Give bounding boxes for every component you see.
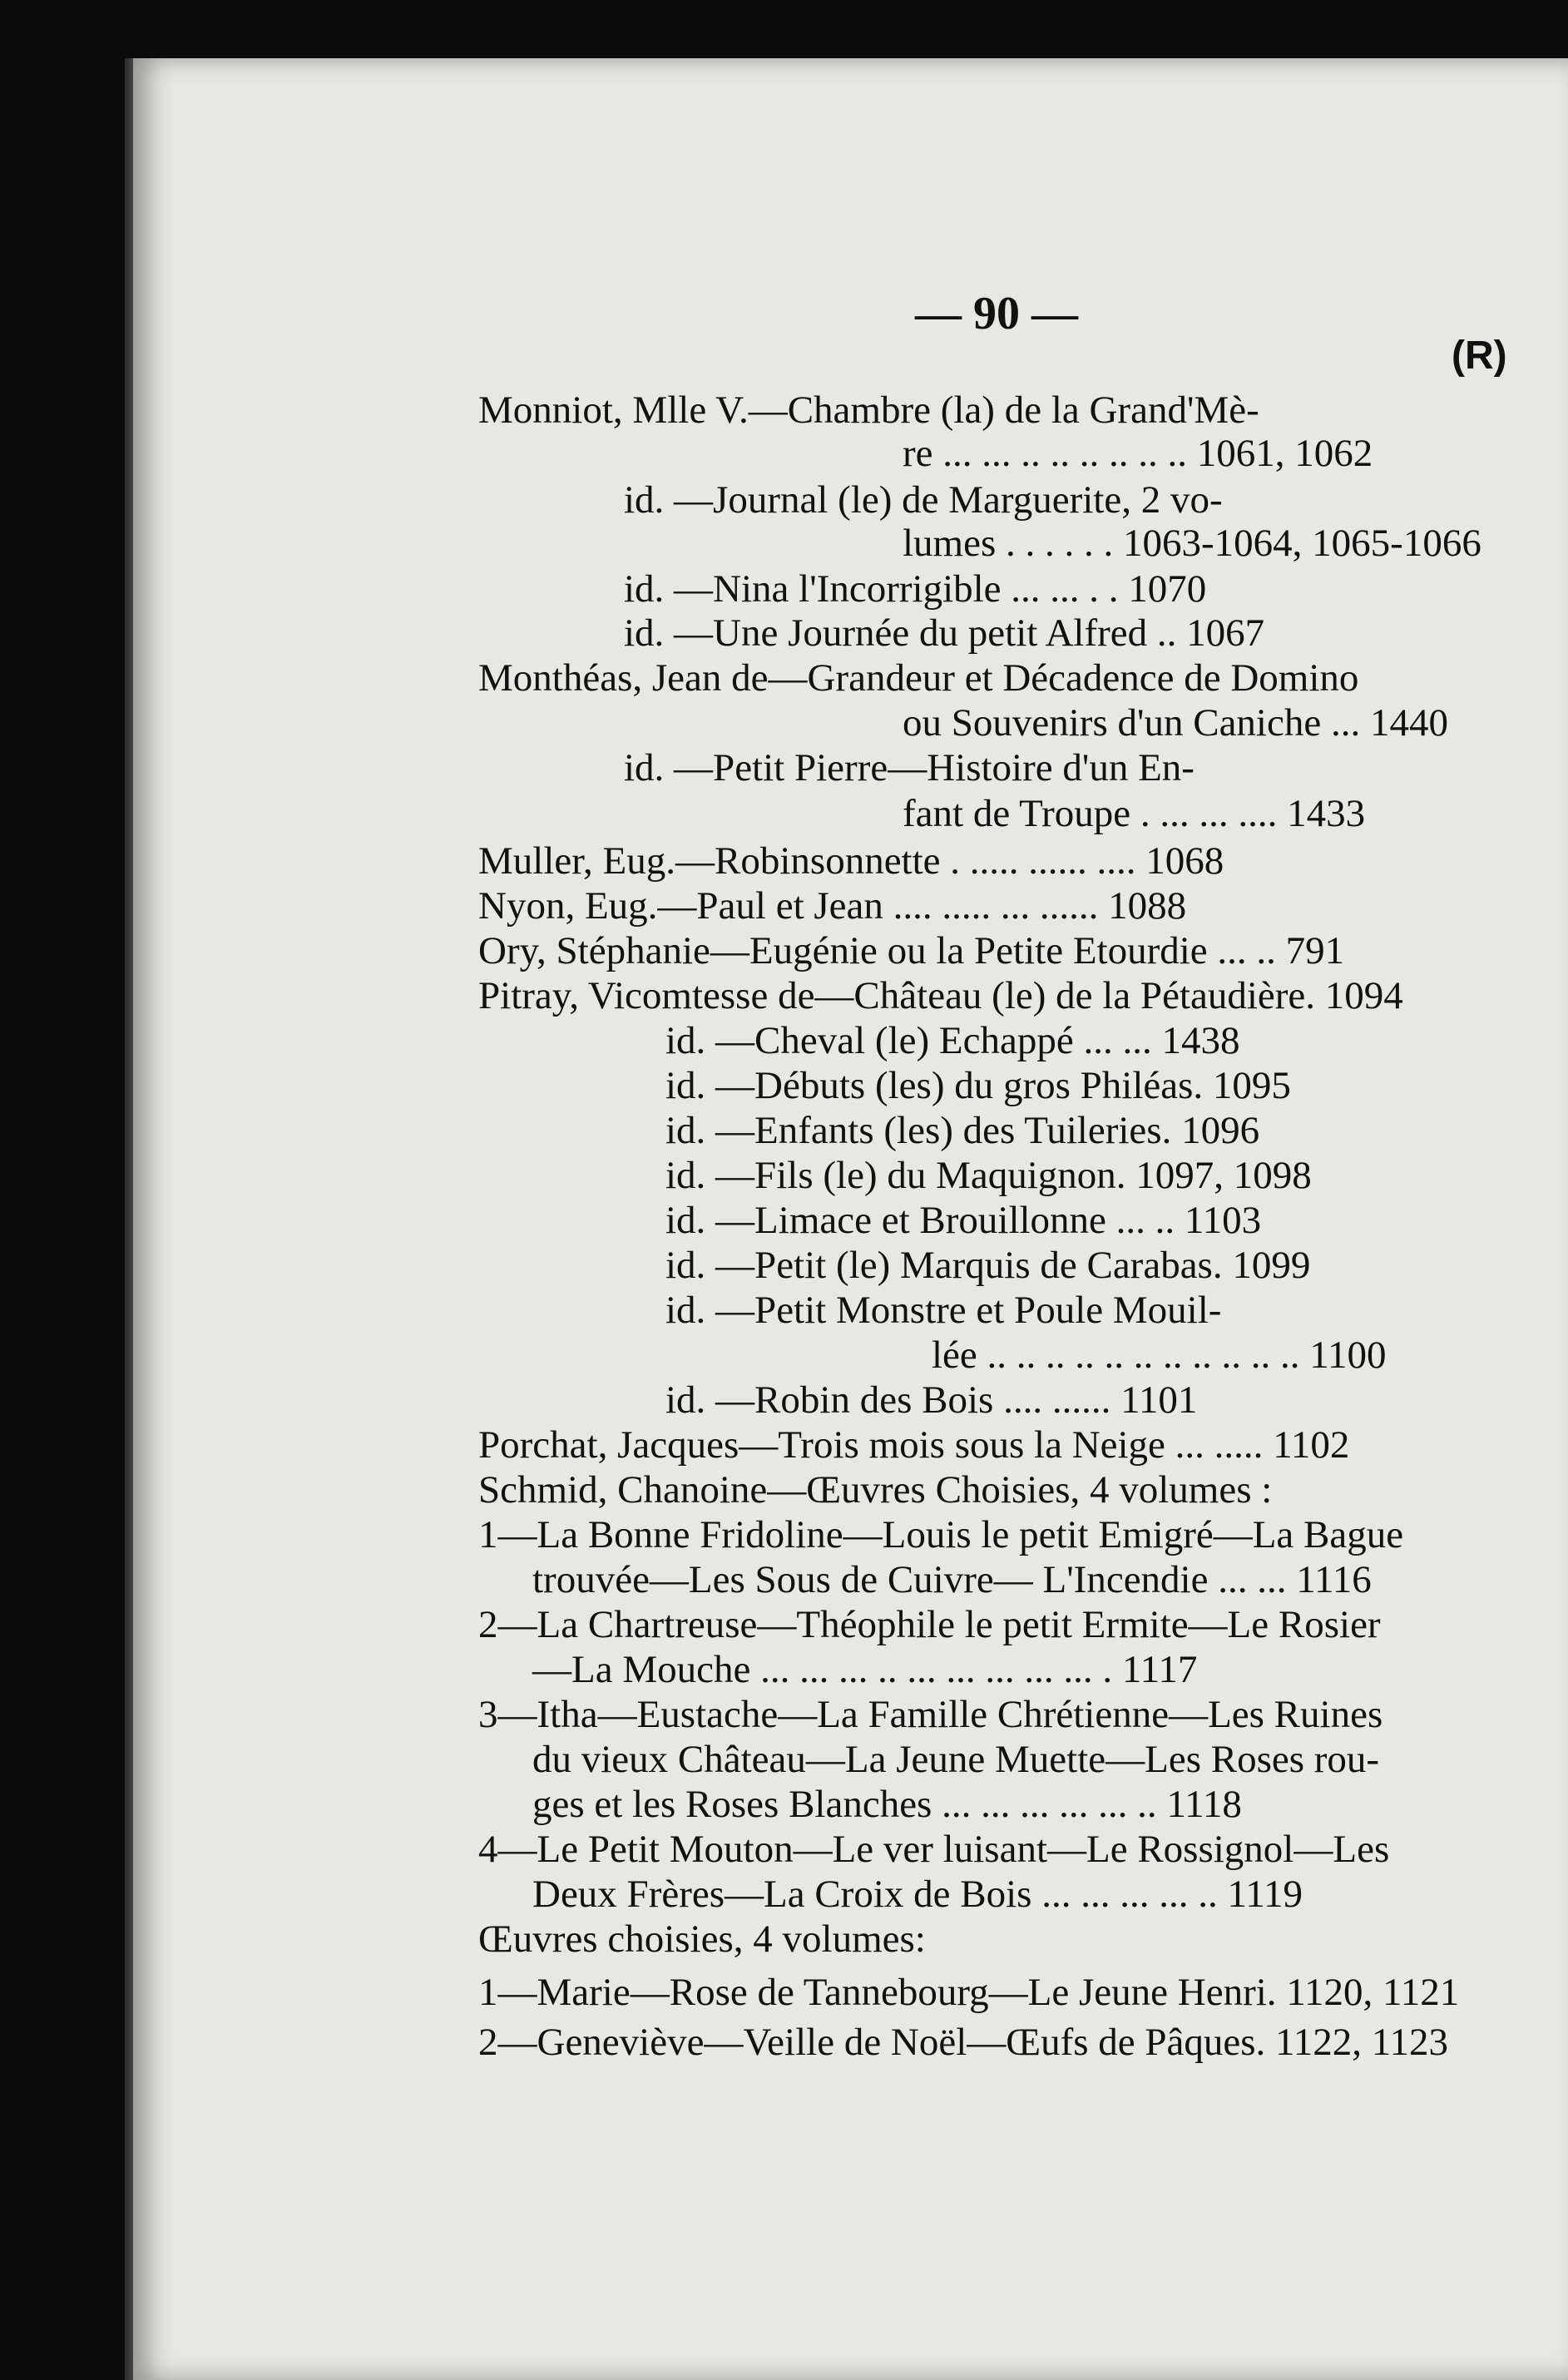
index-line: id. —Une Journée du petit Alfred .. 1067 xyxy=(624,611,1265,655)
index-line: id. —Robin des Bois .... ...... 1101 xyxy=(665,1378,1198,1422)
index-line: id. —Débuts (les) du gros Philéas. 1095 xyxy=(665,1064,1291,1107)
section-letter: (R) xyxy=(1452,334,1507,378)
index-line: Schmid, Chanoine—Œuvres Choisies, 4 volumes : xyxy=(478,1468,1273,1512)
page-number: — 90 — xyxy=(915,288,1078,339)
index-line: Monniot, Mlle V.—Chambre (la) de la Grand'Mè- xyxy=(478,388,1259,432)
index-line: id. —Fils (le) du Maquignon. 1097, 1098 xyxy=(665,1154,1312,1197)
index-line: id. —Petit Monstre et Poule Mouil- xyxy=(665,1289,1222,1332)
index-line: 2—La Chartreuse—Théophile le petit Ermite—Le Rosier xyxy=(478,1603,1381,1646)
index-line: 3—Itha—Eustache—La Famille Chrétienne—Les Ruines xyxy=(478,1693,1383,1736)
index-line: id. —Limace et Brouillonne ... .. 1103 xyxy=(665,1199,1262,1242)
index-line: Muller, Eug.—Robinsonnette . ..... ...... .... 1068 xyxy=(478,839,1224,883)
index-line: du vieux Château—La Jeune Muette—Les Roses rou- xyxy=(532,1738,1380,1781)
index-line: id. —Nina l'Incorrigible ... ... . . 1070 xyxy=(624,567,1207,611)
index-line: Ory, Stéphanie—Eugénie ou la Petite Etourdie ... .. 791 xyxy=(478,929,1345,972)
index-line: id. —Enfants (les) des Tuileries. 1096 xyxy=(665,1109,1260,1152)
index-line: Porchat, Jacques—Trois mois sous la Neige ... ..... 1102 xyxy=(478,1423,1350,1467)
index-line: 1—Marie—Rose de Tannebourg—Le Jeune Henri. 1120, 1121 xyxy=(478,1971,1460,2014)
index-line: re ... ... .. .. .. .. .. .. 1061, 1062 xyxy=(903,432,1373,475)
index-line: id. —Petit (le) Marquis de Carabas. 1099 xyxy=(665,1244,1311,1287)
index-line: 1—La Bonne Fridoline—Louis le petit Emigré—La Bague xyxy=(478,1513,1404,1556)
index-line: lumes . . . . . . 1063-1064, 1065-1066 xyxy=(903,522,1481,565)
index-line: —La Mouche ... ... ... .. ... ... ... ... ... . 1117 xyxy=(532,1648,1198,1691)
index-line: Œuvres choisies, 4 volumes: xyxy=(478,1917,926,1961)
index-line: Deux Frères—La Croix de Bois ... ... ... ... .. 1119 xyxy=(532,1873,1303,1916)
index-line: id. —Petit Pierre—Histoire d'un En- xyxy=(624,746,1195,789)
index-line: ges et les Roses Blanches ... ... ... ... ... .. 1118 xyxy=(532,1783,1242,1826)
index-line: Pitray, Vicomtesse de—Château (le) de la Pétaudière. 1094 xyxy=(478,974,1403,1017)
index-line: fant de Troupe . ... ... .... 1433 xyxy=(903,792,1366,835)
index-line: 4—Le Petit Mouton—Le ver luisant—Le Rossignol—Les xyxy=(478,1828,1390,1871)
index-line: Nyon, Eug.—Paul et Jean .... ..... ... ...... 1088 xyxy=(478,884,1187,928)
index-line: 2—Geneviève—Veille de Noël—Œufs de Pâques. 1122, 1123 xyxy=(478,2021,1449,2064)
index-line: lée .. .. .. .. .. .. .. .. .. .. .. 1100 xyxy=(932,1333,1387,1377)
index-line: id. —Cheval (le) Echappé ... ... 1438 xyxy=(665,1019,1240,1062)
index-line: trouvée—Les Sous de Cuivre— L'Incendie ... ... 1116 xyxy=(532,1558,1372,1601)
index-line: ou Souvenirs d'un Caniche ... 1440 xyxy=(903,701,1448,745)
index-line: id. —Journal (le) de Marguerite, 2 vo- xyxy=(624,478,1223,522)
index-line: Monthéas, Jean de—Grandeur et Décadence de Domino xyxy=(478,656,1359,700)
